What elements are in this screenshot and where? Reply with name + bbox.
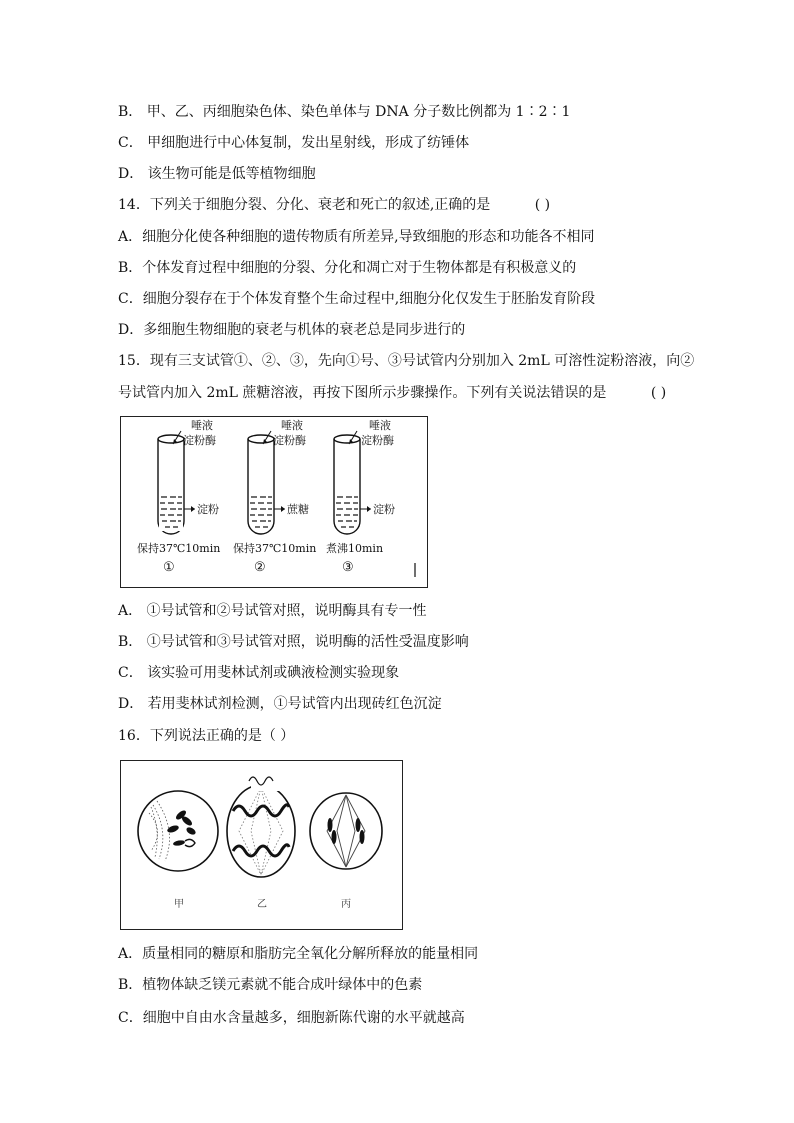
q16-option-a: A．质量相同的糖原和脂肪完全氧化分解所释放的能量相同 xyxy=(118,946,479,962)
q16-stem: 16．下列说法正确的是（ ） xyxy=(118,728,295,744)
tube-3-number: ③ xyxy=(342,560,354,575)
tube-3-condition: 煮沸10min xyxy=(326,542,384,555)
q15-option-b: B． ①号试管和③号试管对照，说明酶的活性受温度影响 xyxy=(118,634,469,650)
q16-option-b: B．植物体缺乏镁元素就不能合成叶绿体中的色素 xyxy=(118,977,423,993)
q15-stem-2: 号试管内加入 2mL 蔗糖溶液，再按下图所示步骤操作。下列有关说法错误的是 xyxy=(118,385,607,401)
tube-2-content: 蔗糖 xyxy=(287,503,309,516)
tube-3-content: 淀粉 xyxy=(373,503,395,516)
tube-2-condition: 保持37℃10min xyxy=(233,542,317,555)
q14-stem-line xyxy=(118,195,550,215)
tube-2-number: ② xyxy=(254,560,266,575)
q15-stem-line-2 xyxy=(118,383,666,403)
tube-1-label-saliva: 唾液 xyxy=(191,419,213,432)
q13-option-b: B． 甲、乙、丙细胞染色体、染色单体与 DNA 分子数比例都为 1∶2∶1 xyxy=(118,104,571,120)
q15-option-a: A． ①号试管和②号试管对照，说明酶具有专一性 xyxy=(118,603,427,619)
tube-3-label-amylase: 淀粉酶 xyxy=(361,434,394,447)
q15-option-d: D． 若用斐林试剂检测，①号试管内出现砖红色沉淀 xyxy=(118,696,442,712)
q14-stem: 14．下列关于细胞分裂、分化、衰老和死亡的叙述,正确的是 xyxy=(118,197,491,213)
test-tube-1 xyxy=(137,418,220,575)
tube-2-label-amylase: 淀粉酶 xyxy=(273,434,306,447)
tube-1-content: 淀粉 xyxy=(197,503,219,516)
q16-option-c: C．细胞中自由水含量越多，细胞新陈代谢的水平就越高 xyxy=(118,1010,465,1026)
cell-jia-label: 甲 xyxy=(174,899,184,910)
q15-answer-paren: ( ) xyxy=(650,385,667,401)
q14-answer-paren: ( ) xyxy=(534,197,551,213)
q16-figure xyxy=(120,760,403,930)
q15-test-tubes-diagram xyxy=(121,417,427,587)
tube-3-label-saliva: 唾液 xyxy=(369,419,391,432)
cell-bing-label: 丙 xyxy=(341,899,351,910)
tube-2-label-saliva: 唾液 xyxy=(281,419,303,432)
q13-option-c: C． 甲细胞进行中心体复制，发出星射线，形成了纺锤体 xyxy=(118,135,470,151)
q14-option-b: B．个体发育过程中细胞的分裂、分化和凋亡对于生物体都是有积极意义的 xyxy=(118,260,577,276)
q14-option-d: D．多细胞生物细胞的衰老与机体的衰老总是同步进行的 xyxy=(118,322,466,338)
tube-1-label-amylase: 淀粉酶 xyxy=(183,434,216,447)
q14-option-a: A．细胞分化使各种细胞的遗传物质有所差异,导致细胞的形态和功能各不相同 xyxy=(118,229,595,245)
cell-yi-label: 乙 xyxy=(257,899,267,910)
q13-option-d: D． 该生物可能是低等植物细胞 xyxy=(118,166,316,182)
cell-yi xyxy=(227,775,295,910)
test-tube-2 xyxy=(233,418,316,575)
q16-cell-division-diagram xyxy=(121,761,402,929)
q15-stem-line-1: 15．现有三支试管①、②、③，先向①号、③号试管内分别加入 2mL 可溶性淀粉溶液，向② xyxy=(118,353,695,369)
q14-option-c: C．细胞分裂存在于个体发育整个生命过程中,细胞分化仅发生于胚胎发育阶段 xyxy=(118,291,596,307)
tube-1-condition: 保持37℃10min xyxy=(137,542,221,555)
tube-1-number: ① xyxy=(163,560,175,575)
test-tube-3 xyxy=(326,418,395,575)
q15-option-c: C． 该实验可用斐林试剂或碘液检测实验现象 xyxy=(118,665,400,681)
cell-jia xyxy=(138,791,218,910)
cell-bing xyxy=(310,793,382,910)
q15-figure xyxy=(120,416,428,588)
